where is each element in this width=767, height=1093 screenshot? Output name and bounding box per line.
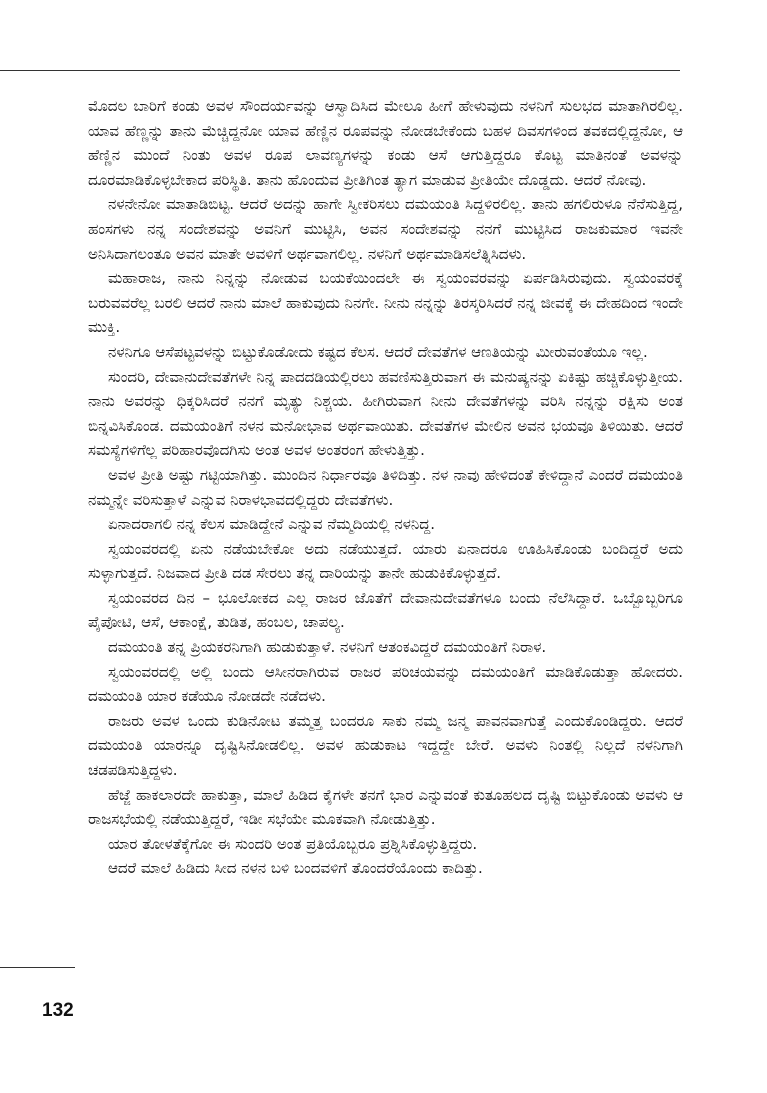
page-number: 132 [42, 1000, 74, 1021]
paragraph: ದಮಯಂತಿ ತನ್ನ ಪ್ರಿಯಕರನಿಗಾಗಿ ಹುಡುಕುತ್ತಾಳೆ. ನಳನಿಗೆ ಆತಂಕವಿದ್ದರೆ ದಮಯಂತಿಗೆ ನಿರಾಳ. [108, 638, 547, 657]
paragraph: ರಾಜರು ಅವಳ ಒಂದು ಕುಡಿನೋಟ ತಮ್ಮತ್ತ ಬಂದರೂ ಸಾಕು ನಮ್ಮ ಜನ್ಮ ಪಾವನವಾಗುತ್ತೆ ಎಂದುಕೊಂಡಿದ್ದರು. ಆದರೆ ದಮಯಂತಿ ಯಾರನ್ನೂ ದೃಷ್ಟಿಸಿನೋಡಲಿಲ್ಲ. ಅವಳ ಹುಡುಕಾಟ ಇದ್ದದ್ದೇ ಬೇರೆ. ಅವಳು ನಿಂತಲ್ಲಿ ನಿಲ್ಲದೆ ನಳನಿಗಾಗಿ ಚಡಪಡಿಸುತ್ತಿದ್ದಳು. [88, 711, 683, 780]
body-text [88, 94, 683, 881]
paragraph: ಸ್ವಯಂವರದಲ್ಲಿ ಏನು ನಡೆಯಬೇಕೋ ಅದು ನಡೆಯುತ್ತದೆ. ಯಾರು ಏನಾದರೂ ಊಹಿಸಿಕೊಂಡು ಬಂದಿದ್ದರೆ ಅದು ಸುಳ್ಳಾಗುತ್ತದೆ. ನಿಜವಾದ ಪ್ರೀತಿ ದಡ ಸೇರಲು ತನ್ನ ದಾರಿಯನ್ನು ತಾನೇ ಹುಡುಕಿಕೊಳ್ಳುತ್ತದೆ. [88, 539, 683, 583]
paragraph: ಸ್ವಯಂವರದಲ್ಲಿ ಅಲ್ಲಿ ಬಂದು ಆಸೀನರಾಗಿರುವ ರಾಜರ ಪರಿಚಯವನ್ನು ದಮಯಂತಿಗೆ ಮಾಡಿಕೊಡುತ್ತಾ ಹೋದರು. ದಮಯಂತಿ ಯಾರ ಕಡೆಯೂ ನೋಡದೇ ನಡೆದಳು. [88, 662, 683, 706]
top-rule [0, 70, 680, 71]
paragraph: ಹೆಜ್ಜೆ ಹಾಕಲಾರದೇ ಹಾಕುತ್ತಾ, ಮಾಲೆ ಹಿಡಿದ ಕೈಗಳೇ ತನಗೆ ಭಾರ ಎನ್ನುವಂತೆ ಕುತೂಹಲದ ದೃಷ್ಟಿ ಬಿಟ್ಟುಕೊಂಡು ಅವಳು ಆ ರಾಜಸಭೆಯಲ್ಲಿ ನಡೆಯುತ್ತಿದ್ದರೆ, ಇಡೀ ಸಭೆಯೇ ಮೂಕವಾಗಿ ನೋಡುತ್ತಿತ್ತು. [88, 785, 683, 829]
paragraph: ಸ್ವಯಂವರದ ದಿನ – ಭೂಲೋಕದ ಎಲ್ಲ ರಾಜರ ಜೊತೆಗೆ ದೇವಾನುದೇವತೆಗಳೂ ಬಂದು ನೆಲೆಸಿದ್ದಾರೆ. ಒಬ್ಬೊಬ್ಬರಿಗೂ ಪೈಪೋಟಿ, ಆಸೆ, ಆಕಾಂಕ್ಷೆ, ತುಡಿತ, ಹಂಬಲ, ಚಾಪಲ್ಯ. [88, 588, 683, 632]
paragraph: ಯಾರ ತೋಳತೆಕ್ಕೆಗೋ ಈ ಸುಂದರಿ ಅಂತ ಪ್ರತಿಯೊಬ್ಬರೂ ಪ್ರಶ್ನಿಸಿಕೊಳ್ಳುತ್ತಿದ್ದರು. [108, 834, 478, 853]
paragraph: ಏನಾದರಾಗಲಿ ನನ್ನ ಕೆಲಸ ಮಾಡಿದ್ದೇನೆ ಎನ್ನುವ ನೆಮ್ಮದಿಯಲ್ಲಿ ನಳನಿದ್ದ. [108, 515, 436, 534]
paragraph: ಮೊದಲ ಬಾರಿಗೆ ಕಂಡು ಅವಳ ಸೌಂದರ್ಯವನ್ನು ಆಸ್ವಾದಿಸಿದ ಮೇಲೂ ಹೀಗೆ ಹೇಳುವುದು ನಳನಿಗೆ ಸುಲಭದ ಮಾತಾಗಿರಲಿಲ್ಲ. ಯಾವ ಹೆಣ್ಣನ್ನು ತಾನು ಮೆಚ್ಚಿದ್ದನೋ ಯಾವ ಹೆಣ್ಣಿನ ರೂಪವನ್ನು ನೋಡಬೇಕೆಂದು ಬಹಳ ದಿವಸಗಳಿಂದ ತವಕದಲ್ಲಿದ್ದನೋ, ಆ ಹೆಣ್ಣಿನ ಮುಂದೆ ನಿಂತು ಅವಳ ರೂಪ ಲಾವಣ್ಯಗಳನ್ನು ಕಂಡು ಆಸೆ ಆಗುತ್ತಿದ್ದರೂ ಕೊಟ್ಟ ಮಾತಿನಂತೆ ಅವಳನ್ನು ದೂರಮಾಡಿಕೊಳ್ಳಬೇಕಾದ ಪರಿಸ್ಥಿತಿ. ತಾನು ಹೊಂದುವ ಪ್ರೀತಿಗಿಂತ ತ್ಯಾಗ ಮಾಡುವ ಪ್ರೀತಿಯೇ ದೊಡ್ಡದು. ಆದರೆ ನೋವು. [88, 97, 683, 189]
paragraph: ಮಹಾರಾಜ, ನಾನು ನಿನ್ನನ್ನು ನೋಡುವ ಬಯಕೆಯಿಂದಲೇ ಈ ಸ್ವಯಂವರವನ್ನು ಏರ್ಪಡಿಸಿರುವುದು. ಸ್ವಯಂವರಕ್ಕೆ ಬರುವವರೆಲ್ಲ ಬರಲಿ ಆದರೆ ನಾನು ಮಾಲೆ ಹಾಕುವುದು ನಿನಗೇ. ನೀನು ನನ್ನನ್ನು ತಿರಸ್ಕರಿಸಿದರೆ ನನ್ನ ಜೀವಕ್ಕೆ ಈ ದೇಹದಿಂದ ಇಂದೇ ಮುಕ್ತಿ. [88, 269, 683, 337]
paragraph: ನಳನಿಗೂ ಆಸೆಪಟ್ಟವಳನ್ನು ಬಿಟ್ಟುಕೊಡೋದು ಕಷ್ಟದ ಕೆಲಸ. ಆದರೆ ದೇವತೆಗಳ ಆಣತಿಯನ್ನು ಮೀರುವಂತೆಯೂ ಇಲ್ಲ. [108, 342, 648, 361]
paragraph: ಅವಳ ಪ್ರೀತಿ ಅಷ್ಟು ಗಟ್ಟಿಯಾಗಿತ್ತು. ಮುಂದಿನ ನಿರ್ಧಾರವೂ ತಿಳಿದಿತ್ತು. ನಳ ನಾವು ಹೇಳಿದಂತೆ ಕೇಳಿದ್ದಾನೆ ಎಂದರೆ ದಮಯಂತಿ ನಮ್ಮನ್ನೇ ವರಿಸುತ್ತಾಳೆ ಎನ್ನುವ ನಿರಾಳಭಾವದಲ್ಲಿದ್ದರು ದೇವತೆಗಳು. [88, 465, 683, 509]
paragraph: ನಳನೇನೋ ಮಾತಾಡಿಬಿಟ್ಟ. ಆದರೆ ಅದನ್ನು ಹಾಗೇ ಸ್ವೀಕರಿಸಲು ದಮಯಂತಿ ಸಿದ್ದಳಿರಲಿಲ್ಲ. ತಾನು ಹಗಲಿರುಳೂ ನೆನೆಸುತ್ತಿದ್ದ, ಹಂಸಗಳು ನನ್ನ ಸಂದೇಶವನ್ನು ಅವನಿಗೆ ಮುಟ್ಟಿಸಿ, ಅವನ ಸಂದೇಶವನ್ನು ನನಗೆ ಮುಟ್ಟಿಸಿದ ರಾಜಕುಮಾರ ಇವನೇ ಅನಿಸಿದಾಗಲಂತೂ ಅವನ ಮಾತೇ ಅವಳಿಗೆ ಅರ್ಥವಾಗಲಿಲ್ಲ. ನಳನಿಗೆ ಅರ್ಥಮಾಡಿಸಲೆತ್ನಿಸಿದಳು. [88, 195, 683, 263]
paragraph: ಸುಂದರಿ, ದೇವಾನುದೇವತೆಗಳೇ ನಿನ್ನ ಪಾದದಡಿಯಲ್ಲಿರಲು ಹವಣಿಸುತ್ತಿರುವಾಗ ಈ ಮನುಷ್ಯನನ್ನು ಏಕಿಷ್ಟು ಹಚ್ಚಿಕೊಳ್ಳುತ್ತೀಯ. ನಾನು ಅವರನ್ನು ಧಿಕ್ಕರಿಸಿದರೆ ನನಗೆ ಮೃತ್ಯು ನಿಶ್ಚಯ. ಹೀಗಿರುವಾಗ ನೀನು ದೇವತೆಗಳನ್ನು ವರಿಸಿ ನನ್ನನ್ನು ರಕ್ಷಿಸು ಅಂತ ಬಿನ್ನವಿಸಿಕೊಂಡ. ದಮಯಂತಿಗೆ ನಳನ ಮನೋಭಾವ ಅರ್ಥವಾಯಿತು. ದೇವತೆಗಳ ಮೇಲಿನ ಅವನ ಭಯವೂ ತಿಳಿಯಿತು. ಆದರೆ ಸಮಸ್ಯೆಗಳಿಗೆಲ್ಲ ಪರಿಹಾರವೊದಗಿಸು ಅಂತ ಅವಳ ಅಂತರಂಗ ಹೇಳುತ್ತಿತ್ತು. [88, 367, 683, 460]
paragraph: ಆದರೆ ಮಾಲೆ ಹಿಡಿದು ಸೀದ ನಳನ ಬಳಿ ಬಂದವಳಿಗೆ ತೊಂದರೆಯೊಂದು ಕಾದಿತ್ತು. [108, 859, 483, 878]
page-number-rule [0, 967, 75, 968]
